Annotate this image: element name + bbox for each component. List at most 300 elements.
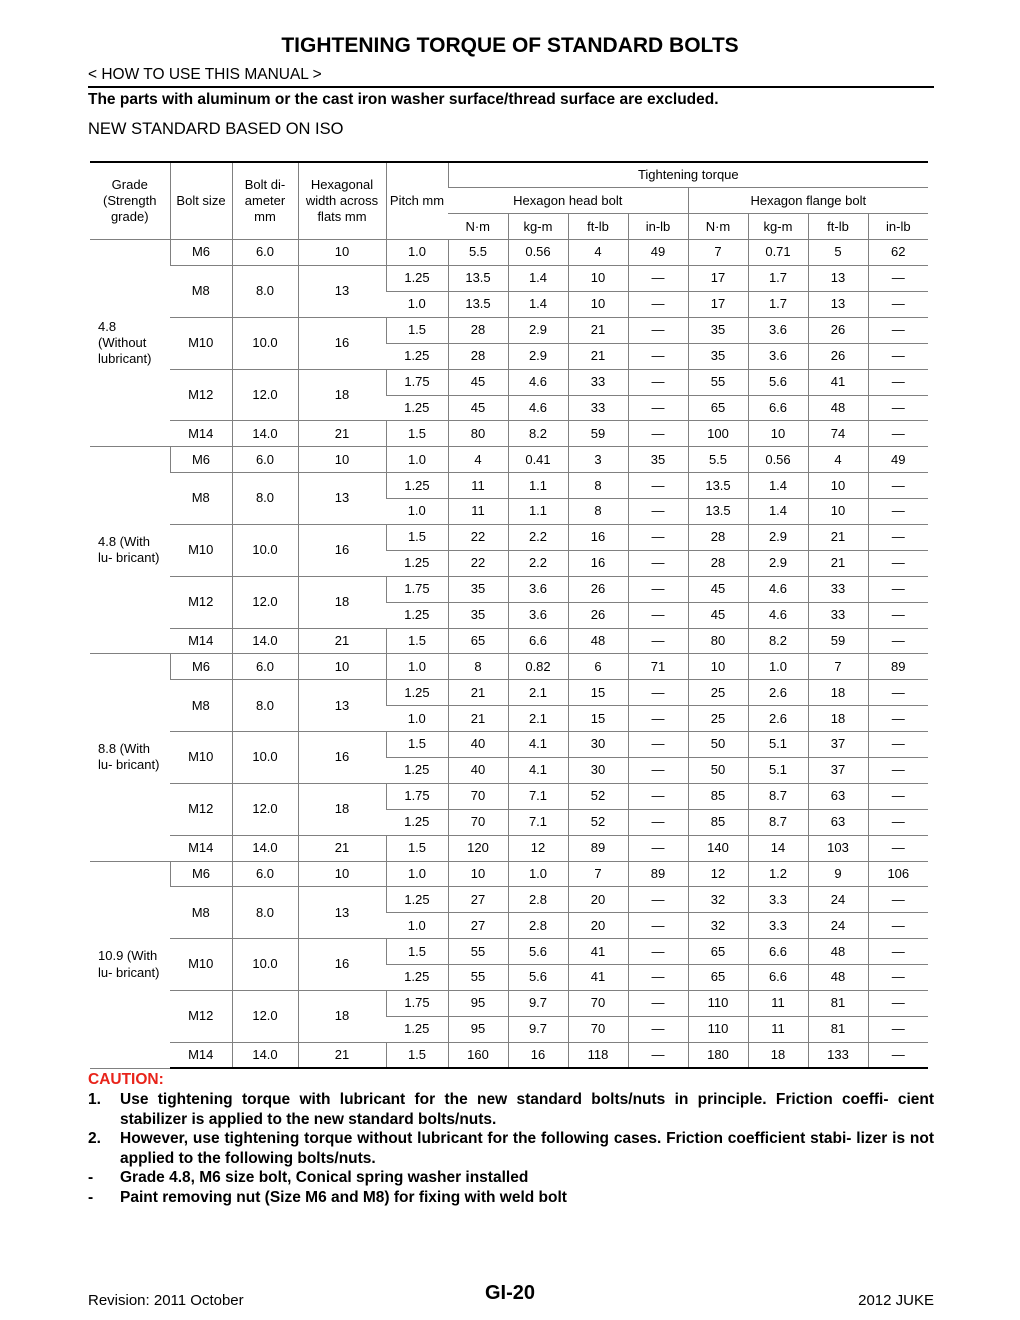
hex-width-cell: 16 bbox=[298, 317, 386, 369]
torque-cell: 2.9 bbox=[748, 524, 808, 550]
torque-cell: 18 bbox=[808, 706, 868, 732]
torque-cell: 21 bbox=[568, 317, 628, 343]
torque-cell: 52 bbox=[568, 809, 628, 835]
torque-cell: — bbox=[868, 473, 928, 499]
bolt-diameter-cell: 8.0 bbox=[232, 473, 298, 525]
header-unit: N·m bbox=[448, 214, 508, 240]
torque-cell: — bbox=[868, 343, 928, 369]
torque-cell: — bbox=[868, 991, 928, 1017]
torque-cell: 20 bbox=[568, 913, 628, 939]
torque-cell: 45 bbox=[688, 602, 748, 628]
hex-width-cell: 21 bbox=[298, 421, 386, 447]
header-bolt-diameter: Bolt di- ameter mm bbox=[232, 162, 298, 240]
torque-cell: 24 bbox=[808, 913, 868, 939]
bolt-diameter-cell: 12.0 bbox=[232, 369, 298, 421]
torque-cell: 5 bbox=[808, 240, 868, 266]
torque-cell: 2.2 bbox=[508, 550, 568, 576]
torque-cell: 95 bbox=[448, 991, 508, 1017]
torque-cell: — bbox=[628, 939, 688, 965]
torque-cell: 26 bbox=[808, 343, 868, 369]
torque-cell: 4.6 bbox=[748, 602, 808, 628]
torque-cell: — bbox=[868, 369, 928, 395]
header-hex-head-bolt: Hexagon head bolt bbox=[448, 188, 688, 214]
torque-cell: 70 bbox=[568, 991, 628, 1017]
footer-page-number: GI-20 bbox=[484, 1282, 536, 1304]
torque-cell: 26 bbox=[568, 602, 628, 628]
pitch-cell: 1.5 bbox=[386, 835, 448, 861]
pitch-cell: 1.25 bbox=[386, 1016, 448, 1042]
torque-cell: 3.6 bbox=[748, 343, 808, 369]
bolt-diameter-cell: 10.0 bbox=[232, 939, 298, 991]
torque-cell: — bbox=[628, 706, 688, 732]
torque-cell: — bbox=[628, 369, 688, 395]
torque-cell: — bbox=[868, 499, 928, 525]
torque-cell: 4.6 bbox=[748, 576, 808, 602]
bolt-size-cell: M14 bbox=[170, 1042, 232, 1068]
table-row bbox=[90, 473, 928, 499]
torque-cell: 5.1 bbox=[748, 757, 808, 783]
torque-cell: 1.4 bbox=[748, 499, 808, 525]
torque-cell: 12 bbox=[508, 835, 568, 861]
grade-cell: 8.8 (With lu- bricant) bbox=[90, 654, 170, 861]
torque-cell: 9.7 bbox=[508, 1016, 568, 1042]
torque-cell: 15 bbox=[568, 680, 628, 706]
torque-cell: 8.7 bbox=[748, 809, 808, 835]
header-bolt-size: Bolt size bbox=[170, 162, 232, 240]
caution-item-marker: 2. bbox=[88, 1130, 101, 1147]
caution-item bbox=[88, 1129, 934, 1168]
torque-cell: 32 bbox=[688, 887, 748, 913]
pitch-cell: 1.0 bbox=[386, 499, 448, 525]
hex-width-cell: 21 bbox=[298, 628, 386, 654]
torque-cell: 25 bbox=[688, 680, 748, 706]
torque-cell: 2.9 bbox=[508, 343, 568, 369]
pitch-cell: 1.5 bbox=[386, 732, 448, 758]
torque-cell: 55 bbox=[688, 369, 748, 395]
pitch-cell: 1.0 bbox=[386, 447, 448, 473]
torque-cell: — bbox=[868, 757, 928, 783]
bolt-size-cell: M12 bbox=[170, 783, 232, 835]
torque-cell: 5.6 bbox=[508, 965, 568, 991]
torque-cell: 16 bbox=[568, 550, 628, 576]
torque-cell: 1.4 bbox=[748, 473, 808, 499]
torque-cell: 10 bbox=[748, 421, 808, 447]
hex-width-cell: 18 bbox=[298, 369, 386, 421]
bolt-size-cell: M6 bbox=[170, 240, 232, 266]
bolt-size-cell: M8 bbox=[170, 680, 232, 732]
torque-cell: 11 bbox=[748, 1016, 808, 1042]
header-grade: Grade (Strength grade) bbox=[90, 162, 170, 240]
torque-cell: — bbox=[628, 809, 688, 835]
torque-cell: — bbox=[868, 913, 928, 939]
hex-width-cell: 21 bbox=[298, 1042, 386, 1068]
torque-cell: 160 bbox=[448, 1042, 508, 1068]
table-row bbox=[90, 861, 928, 887]
pitch-cell: 1.25 bbox=[386, 343, 448, 369]
torque-cell: — bbox=[868, 965, 928, 991]
torque-cell: 9 bbox=[808, 861, 868, 887]
torque-cell: 49 bbox=[868, 447, 928, 473]
pitch-cell: 1.75 bbox=[386, 783, 448, 809]
torque-cell: 28 bbox=[448, 317, 508, 343]
caution-item bbox=[88, 1188, 934, 1208]
bolt-diameter-cell: 14.0 bbox=[232, 628, 298, 654]
torque-cell: 59 bbox=[808, 628, 868, 654]
torque-cell: — bbox=[628, 680, 688, 706]
bolt-diameter-cell: 12.0 bbox=[232, 576, 298, 628]
torque-cell: 7 bbox=[688, 240, 748, 266]
torque-cell: 18 bbox=[748, 1042, 808, 1068]
grade-cell: 10.9 (With lu- bricant) bbox=[90, 861, 170, 1068]
torque-cell: 81 bbox=[808, 991, 868, 1017]
hex-width-cell: 10 bbox=[298, 447, 386, 473]
bolt-size-cell: M10 bbox=[170, 939, 232, 991]
torque-cell: 33 bbox=[568, 369, 628, 395]
torque-cell: — bbox=[628, 550, 688, 576]
header-rule bbox=[88, 86, 934, 88]
torque-cell: — bbox=[868, 706, 928, 732]
bolt-size-cell: M14 bbox=[170, 421, 232, 447]
pitch-cell: 1.25 bbox=[386, 395, 448, 421]
torque-cell: 2.9 bbox=[748, 550, 808, 576]
bolt-diameter-cell: 8.0 bbox=[232, 680, 298, 732]
torque-cell: 85 bbox=[688, 809, 748, 835]
torque-cell: 3.6 bbox=[508, 576, 568, 602]
bolt-size-cell: M14 bbox=[170, 628, 232, 654]
table-row bbox=[90, 369, 928, 395]
torque-cell: — bbox=[868, 317, 928, 343]
torque-cell: 133 bbox=[808, 1042, 868, 1068]
caution-item-text: Grade 4.8, M6 size bolt, Conical spring washer installed bbox=[120, 1169, 529, 1186]
torque-cell: 33 bbox=[808, 576, 868, 602]
torque-cell: 2.1 bbox=[508, 706, 568, 732]
torque-cell: 100 bbox=[688, 421, 748, 447]
header-hex-width: Hexagonal width across flats mm bbox=[298, 162, 386, 240]
bolt-size-cell: M8 bbox=[170, 887, 232, 939]
torque-cell: — bbox=[628, 576, 688, 602]
torque-cell: 63 bbox=[808, 783, 868, 809]
header-unit: kg-m bbox=[508, 214, 568, 240]
bolt-size-cell: M8 bbox=[170, 266, 232, 318]
torque-cell: 4.1 bbox=[508, 732, 568, 758]
torque-cell: 48 bbox=[568, 628, 628, 654]
torque-cell: 8.7 bbox=[748, 783, 808, 809]
bolt-size-cell: M6 bbox=[170, 861, 232, 887]
pitch-cell: 1.5 bbox=[386, 628, 448, 654]
torque-cell: 2.8 bbox=[508, 913, 568, 939]
table-row bbox=[90, 887, 928, 913]
header-unit: ft-lb bbox=[808, 214, 868, 240]
torque-cell: 140 bbox=[688, 835, 748, 861]
torque-cell: — bbox=[868, 1016, 928, 1042]
torque-cell: — bbox=[628, 887, 688, 913]
torque-cell: 28 bbox=[448, 343, 508, 369]
torque-cell: — bbox=[868, 809, 928, 835]
torque-cell: 118 bbox=[568, 1042, 628, 1068]
torque-cell: 2.6 bbox=[748, 706, 808, 732]
torque-cell: — bbox=[868, 602, 928, 628]
torque-cell: — bbox=[628, 1016, 688, 1042]
bolt-size-cell: M12 bbox=[170, 369, 232, 421]
section-heading: NEW STANDARD BASED ON ISO bbox=[88, 120, 344, 138]
bolt-diameter-cell: 6.0 bbox=[232, 240, 298, 266]
torque-cell: 20 bbox=[568, 887, 628, 913]
hex-width-cell: 18 bbox=[298, 576, 386, 628]
torque-cell: 2.9 bbox=[508, 317, 568, 343]
torque-cell: 74 bbox=[808, 421, 868, 447]
hex-width-cell: 10 bbox=[298, 240, 386, 266]
caution-item-text: However, use tightening torque without lubricant for the following cases. Friction coefficient stabi- lizer is not applied to the following bolts/nuts. bbox=[120, 1130, 934, 1167]
torque-cell: 0.41 bbox=[508, 447, 568, 473]
table-row bbox=[90, 939, 928, 965]
torque-cell: 1.0 bbox=[508, 861, 568, 887]
torque-cell: 40 bbox=[448, 757, 508, 783]
pitch-cell: 1.0 bbox=[386, 240, 448, 266]
torque-cell: 16 bbox=[568, 524, 628, 550]
torque-cell: 7.1 bbox=[508, 783, 568, 809]
torque-cell: 2.1 bbox=[508, 680, 568, 706]
torque-cell: — bbox=[868, 1042, 928, 1068]
torque-cell: 13 bbox=[808, 291, 868, 317]
torque-cell: — bbox=[868, 628, 928, 654]
torque-cell: — bbox=[868, 395, 928, 421]
torque-cell: — bbox=[868, 550, 928, 576]
torque-cell: — bbox=[868, 835, 928, 861]
torque-cell: 10 bbox=[808, 473, 868, 499]
table-row bbox=[90, 783, 928, 809]
torque-cell: 22 bbox=[448, 524, 508, 550]
torque-cell: 48 bbox=[808, 939, 868, 965]
bolt-diameter-cell: 14.0 bbox=[232, 421, 298, 447]
torque-cell: 28 bbox=[688, 524, 748, 550]
grade-cell: 4.8 (Without lubricant) bbox=[90, 240, 170, 447]
torque-cell: 13.5 bbox=[688, 473, 748, 499]
torque-cell: — bbox=[628, 628, 688, 654]
pitch-cell: 1.75 bbox=[386, 991, 448, 1017]
grade-cell: 4.8 (With lu- bricant) bbox=[90, 447, 170, 654]
footer-revision: Revision: 2011 October bbox=[88, 1292, 244, 1309]
torque-cell: 5.5 bbox=[688, 447, 748, 473]
torque-cell: — bbox=[868, 421, 928, 447]
bolt-size-cell: M10 bbox=[170, 524, 232, 576]
torque-cell: 4.6 bbox=[508, 369, 568, 395]
table-row bbox=[90, 447, 928, 473]
header-unit: in-lb bbox=[628, 214, 688, 240]
torque-cell: 28 bbox=[688, 550, 748, 576]
torque-cell: 15 bbox=[568, 706, 628, 732]
torque-cell: 40 bbox=[448, 732, 508, 758]
table-row bbox=[90, 835, 928, 861]
torque-cell: 18 bbox=[808, 680, 868, 706]
torque-cell: 10 bbox=[688, 654, 748, 680]
torque-cell: — bbox=[628, 965, 688, 991]
torque-cell: 8 bbox=[448, 654, 508, 680]
torque-cell: 4 bbox=[808, 447, 868, 473]
pitch-cell: 1.75 bbox=[386, 369, 448, 395]
torque-cell: — bbox=[628, 757, 688, 783]
torque-cell: 52 bbox=[568, 783, 628, 809]
pitch-cell: 1.25 bbox=[386, 809, 448, 835]
bolt-size-cell: M12 bbox=[170, 576, 232, 628]
torque-cell: — bbox=[868, 524, 928, 550]
hex-width-cell: 13 bbox=[298, 266, 386, 318]
torque-cell: 3.6 bbox=[748, 317, 808, 343]
torque-cell: 0.82 bbox=[508, 654, 568, 680]
torque-cell: 1.0 bbox=[748, 654, 808, 680]
hex-width-cell: 13 bbox=[298, 473, 386, 525]
torque-cell: — bbox=[868, 732, 928, 758]
torque-cell: 80 bbox=[448, 421, 508, 447]
bolt-diameter-cell: 6.0 bbox=[232, 447, 298, 473]
caution-item-marker: - bbox=[88, 1188, 94, 1206]
table-row bbox=[90, 991, 928, 1017]
torque-cell: 89 bbox=[568, 835, 628, 861]
caution-item-marker: 1. bbox=[88, 1091, 101, 1108]
pitch-cell: 1.5 bbox=[386, 939, 448, 965]
torque-cell: 22 bbox=[448, 550, 508, 576]
torque-cell: 7 bbox=[808, 654, 868, 680]
torque-cell: 27 bbox=[448, 913, 508, 939]
table-row bbox=[90, 266, 928, 292]
torque-cell: 5.5 bbox=[448, 240, 508, 266]
exclusion-note: The parts with aluminum or the cast iron washer surface/thread surface are excluded. bbox=[88, 91, 719, 108]
bolt-size-cell: M10 bbox=[170, 732, 232, 784]
bolt-diameter-cell: 12.0 bbox=[232, 783, 298, 835]
caution-item bbox=[88, 1090, 934, 1129]
torque-cell: 3 bbox=[568, 447, 628, 473]
bolt-diameter-cell: 14.0 bbox=[232, 1042, 298, 1068]
pitch-cell: 1.25 bbox=[386, 887, 448, 913]
table-row bbox=[90, 576, 928, 602]
pitch-cell: 1.5 bbox=[386, 421, 448, 447]
torque-cell: 110 bbox=[688, 1016, 748, 1042]
torque-cell: — bbox=[628, 602, 688, 628]
torque-cell: — bbox=[868, 266, 928, 292]
torque-cell: 8 bbox=[568, 473, 628, 499]
bolt-diameter-cell: 12.0 bbox=[232, 991, 298, 1043]
torque-cell: 13.5 bbox=[448, 266, 508, 292]
torque-cell: — bbox=[868, 680, 928, 706]
bolt-diameter-cell: 6.0 bbox=[232, 654, 298, 680]
torque-cell: 89 bbox=[628, 861, 688, 887]
torque-cell: 65 bbox=[688, 395, 748, 421]
torque-cell: 35 bbox=[448, 576, 508, 602]
torque-cell: 8 bbox=[568, 499, 628, 525]
torque-cell: 14 bbox=[748, 835, 808, 861]
torque-cell: 6.6 bbox=[508, 628, 568, 654]
torque-cell: 4 bbox=[568, 240, 628, 266]
torque-cell: — bbox=[628, 499, 688, 525]
torque-cell: 8.2 bbox=[748, 628, 808, 654]
torque-cell: 6.6 bbox=[748, 395, 808, 421]
torque-cell: 180 bbox=[688, 1042, 748, 1068]
torque-cell: 11 bbox=[448, 473, 508, 499]
torque-cell: — bbox=[868, 783, 928, 809]
torque-cell: 1.4 bbox=[508, 291, 568, 317]
torque-cell: — bbox=[628, 291, 688, 317]
torque-cell: 37 bbox=[808, 732, 868, 758]
torque-cell: 17 bbox=[688, 266, 748, 292]
torque-cell: 70 bbox=[568, 1016, 628, 1042]
torque-cell: 62 bbox=[868, 240, 928, 266]
torque-cell: 1.2 bbox=[748, 861, 808, 887]
torque-cell: 41 bbox=[808, 369, 868, 395]
torque-cell: — bbox=[628, 783, 688, 809]
torque-cell: 103 bbox=[808, 835, 868, 861]
pitch-cell: 1.25 bbox=[386, 757, 448, 783]
table-row bbox=[90, 628, 928, 654]
torque-cell: 50 bbox=[688, 732, 748, 758]
torque-cell: — bbox=[628, 317, 688, 343]
torque-cell: 21 bbox=[568, 343, 628, 369]
torque-cell: 5.6 bbox=[508, 939, 568, 965]
torque-cell: 85 bbox=[688, 783, 748, 809]
torque-cell: 17 bbox=[688, 291, 748, 317]
bolt-diameter-cell: 6.0 bbox=[232, 861, 298, 887]
table-row bbox=[90, 317, 928, 343]
torque-cell: 25 bbox=[688, 706, 748, 732]
torque-table bbox=[90, 161, 928, 1069]
torque-cell: 13.5 bbox=[688, 499, 748, 525]
torque-cell: 6 bbox=[568, 654, 628, 680]
caution-item-marker: - bbox=[88, 1169, 94, 1186]
torque-cell: 55 bbox=[448, 965, 508, 991]
torque-cell: 35 bbox=[448, 602, 508, 628]
torque-cell: 1.1 bbox=[508, 473, 568, 499]
hex-width-cell: 21 bbox=[298, 835, 386, 861]
torque-cell: 45 bbox=[448, 395, 508, 421]
pitch-cell: 1.0 bbox=[386, 706, 448, 732]
header-unit: kg-m bbox=[748, 214, 808, 240]
torque-cell: — bbox=[628, 732, 688, 758]
torque-cell: 80 bbox=[688, 628, 748, 654]
bolt-diameter-cell: 8.0 bbox=[232, 266, 298, 318]
torque-cell: 2.6 bbox=[748, 680, 808, 706]
torque-cell: 33 bbox=[808, 602, 868, 628]
torque-cell: 41 bbox=[568, 939, 628, 965]
torque-cell: — bbox=[628, 473, 688, 499]
breadcrumb-link[interactable]: < HOW TO USE THIS MANUAL > bbox=[88, 66, 322, 83]
torque-cell: 13.5 bbox=[448, 291, 508, 317]
torque-cell: — bbox=[628, 343, 688, 369]
torque-cell: 50 bbox=[688, 757, 748, 783]
header-unit: N·m bbox=[688, 214, 748, 240]
torque-cell: 10 bbox=[568, 266, 628, 292]
pitch-cell: 1.0 bbox=[386, 861, 448, 887]
pitch-cell: 1.25 bbox=[386, 680, 448, 706]
torque-cell: 95 bbox=[448, 1016, 508, 1042]
torque-cell: — bbox=[868, 887, 928, 913]
pitch-cell: 1.0 bbox=[386, 913, 448, 939]
torque-cell: 1.1 bbox=[508, 499, 568, 525]
bolt-size-cell: M8 bbox=[170, 473, 232, 525]
torque-cell: 21 bbox=[808, 524, 868, 550]
caution-item bbox=[88, 1168, 934, 1188]
header-pitch: Pitch mm bbox=[386, 162, 448, 240]
torque-cell: — bbox=[628, 395, 688, 421]
header-tightening-torque: Tightening torque bbox=[448, 162, 928, 188]
torque-cell: 13 bbox=[808, 266, 868, 292]
torque-cell: 63 bbox=[808, 809, 868, 835]
torque-cell: 7.1 bbox=[508, 809, 568, 835]
caution-item-text: Paint removing nut (Size M6 and M8) for fixing with weld bolt bbox=[120, 1188, 567, 1206]
torque-cell: — bbox=[628, 524, 688, 550]
torque-cell: 30 bbox=[568, 732, 628, 758]
bolt-size-cell: M6 bbox=[170, 654, 232, 680]
torque-cell: 65 bbox=[688, 939, 748, 965]
torque-cell: 2.8 bbox=[508, 887, 568, 913]
torque-cell: — bbox=[628, 835, 688, 861]
